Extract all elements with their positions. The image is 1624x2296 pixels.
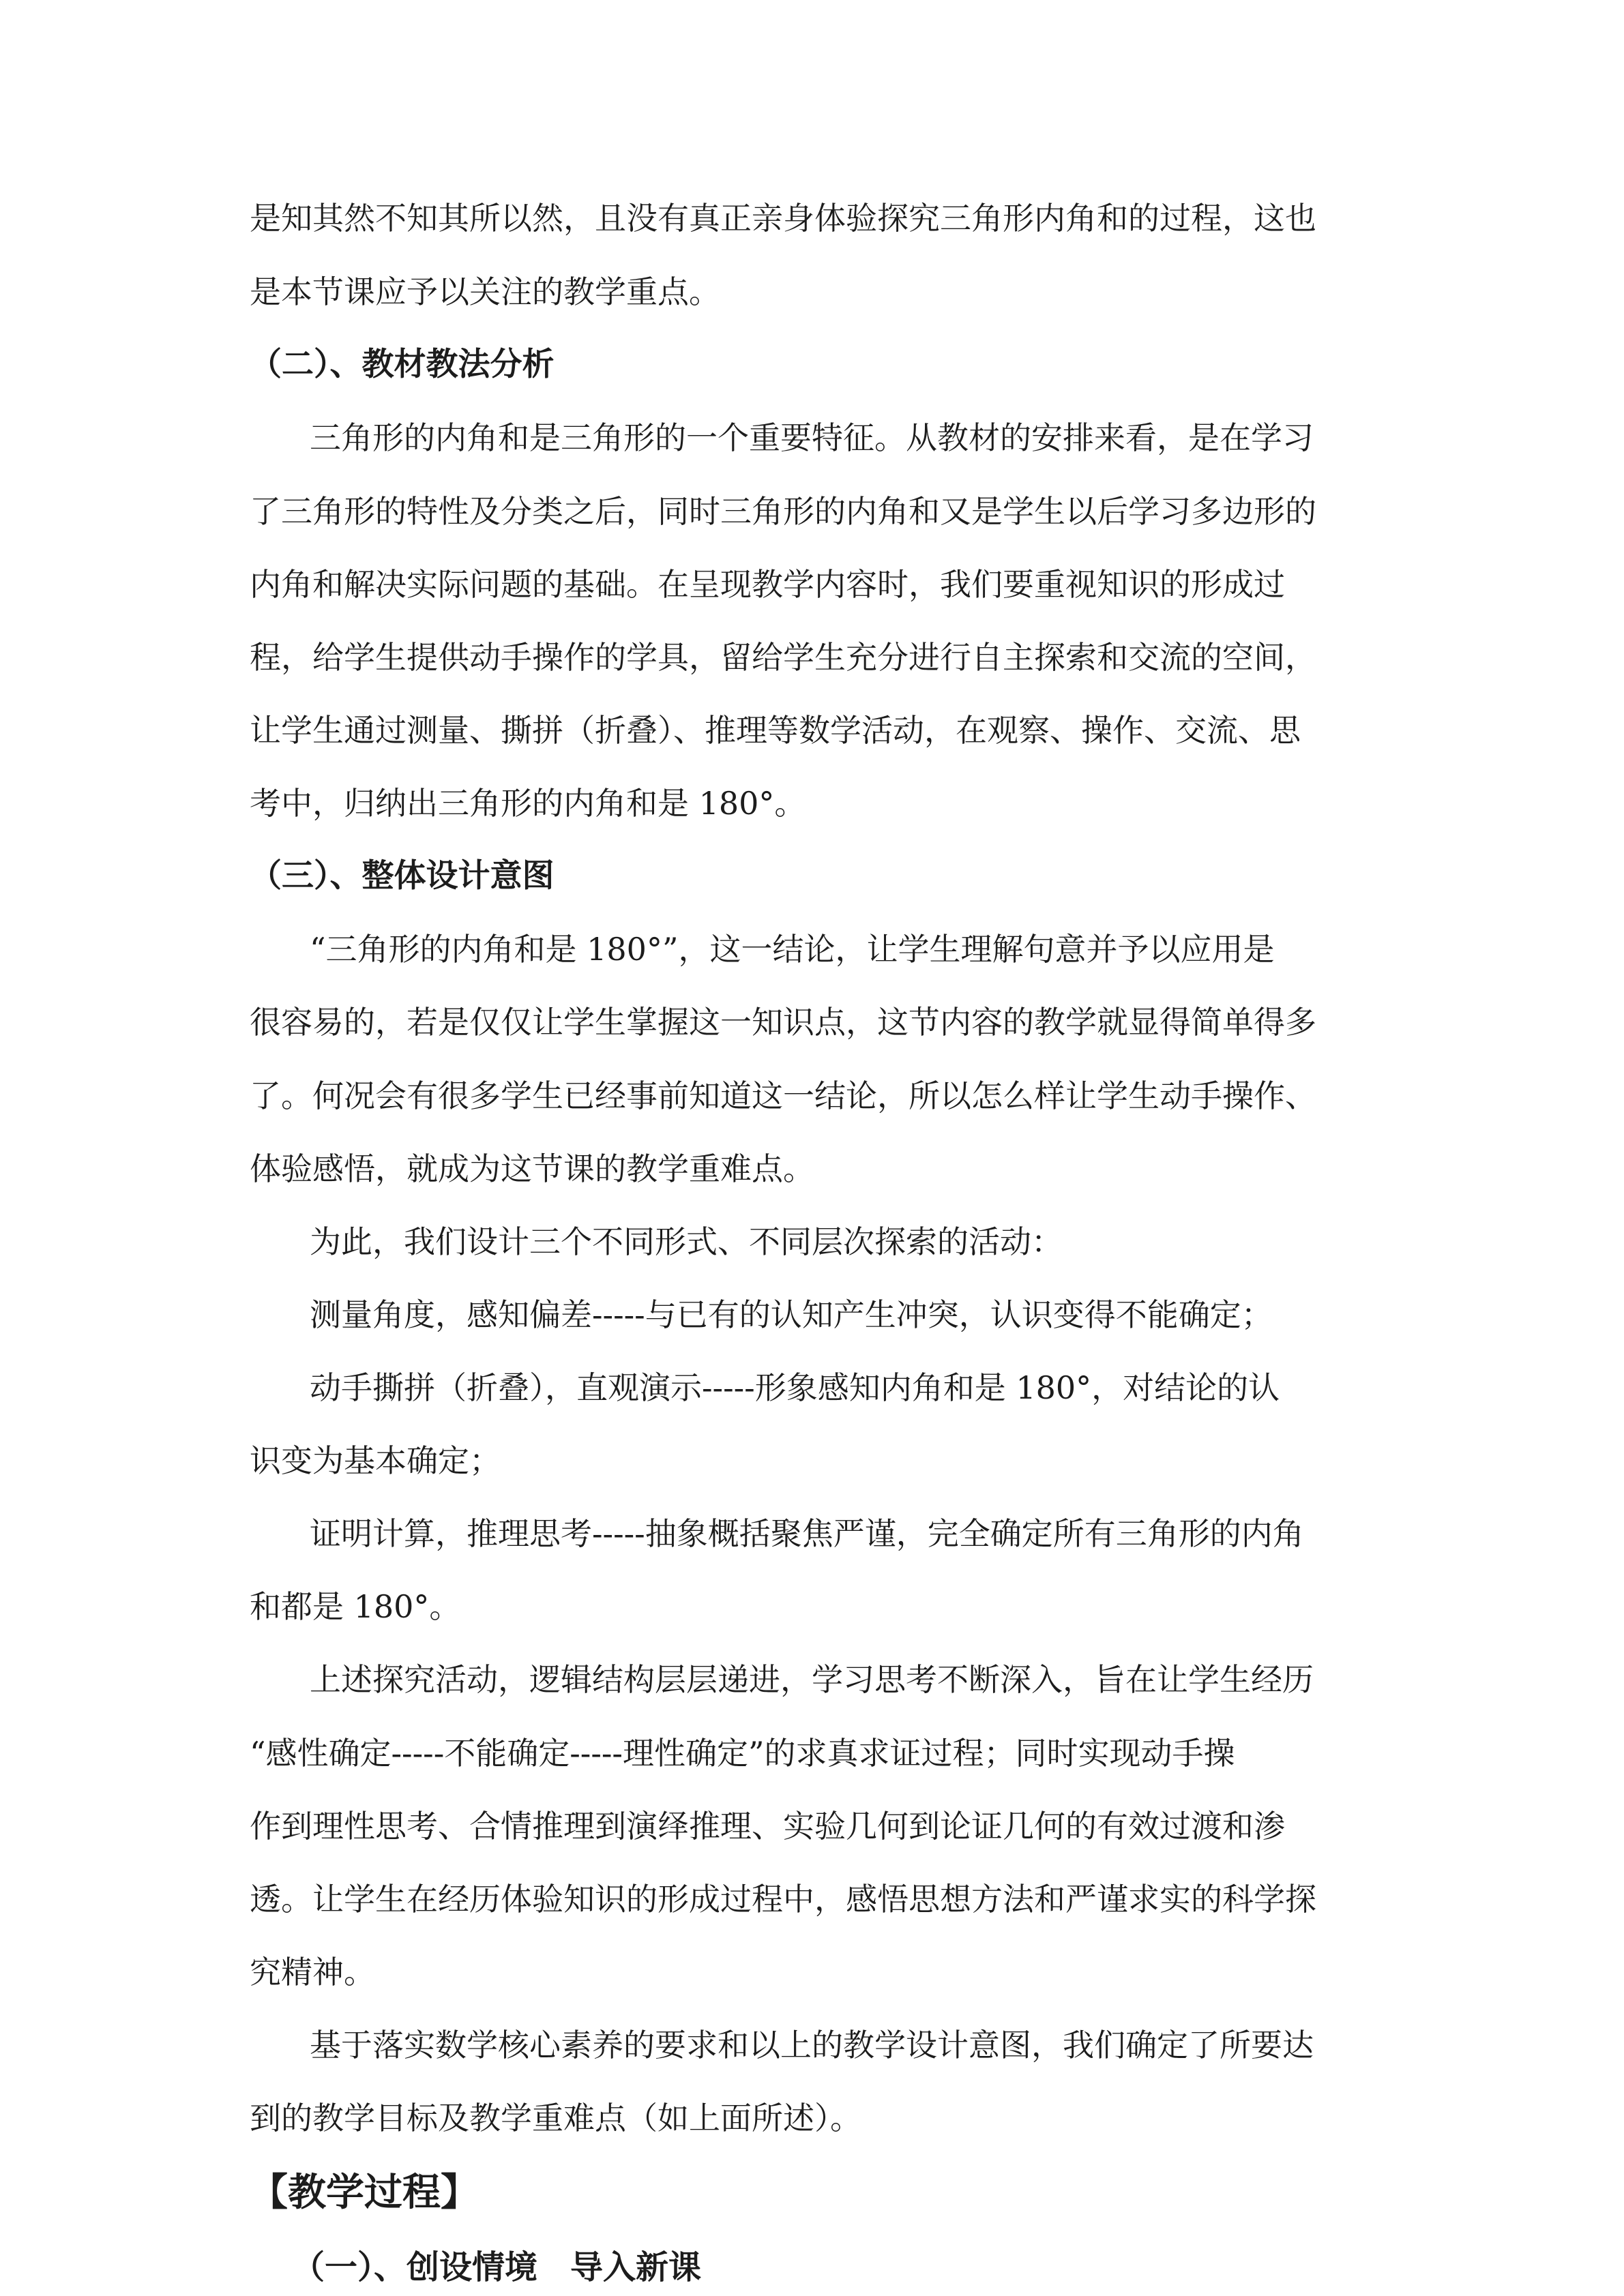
body-line: 动手撕拼（折叠），直观演示-----形象感知内角和是 180°，对结论的认 xyxy=(310,1369,1280,1406)
body-line: 了三角形的特性及分类之后，同时三角形的内角和又是学生以后学习多边形的 xyxy=(250,493,1316,530)
body-line: 识变为基本确定； xyxy=(250,1442,501,1479)
body-line: 程，给学生提供动手操作的学具，留给学生充分进行自主探索和交流的空间， xyxy=(250,639,1316,676)
body-line: 是知其然不知其所以然，且没有真正亲身体验探究三角形内角和的过程，这也 xyxy=(250,200,1316,237)
body-line: 作到理性思考、合情推理到演绎推理、实验几何到论证几何的有效过渡和渗 xyxy=(250,1808,1285,1845)
body-line: 体验感悟，就成为这节课的教学重难点。 xyxy=(250,1150,814,1187)
body-line: 测量角度，感知偏差-----与已有的认知产生冲突，认识变得不能确定； xyxy=(310,1296,1273,1333)
body-line: 透。让学生在经历体验知识的形成过程中，感悟思想方法和严谨求实的科学探 xyxy=(250,1881,1316,1918)
section-heading-teaching-process: 【教学过程】 xyxy=(250,2170,479,2215)
body-line: 到的教学目标及教学重难点（如上面所述）。 xyxy=(250,2100,861,2136)
body-line: 内角和解决实际问题的基础。在呈现教学内容时，我们要重视知识的形成过 xyxy=(250,566,1285,603)
section-heading-design-intent: （三）、整体设计意图 xyxy=(250,857,555,895)
body-line: “感性确定-----不能确定-----理性确定”的求真求证过程；同时实现动手操 xyxy=(250,1735,1235,1772)
body-line: 让学生通过测量、撕拼（折叠）、推理等数学活动，在观察、操作、交流、思 xyxy=(250,712,1301,749)
body-line: 基于落实数学核心素养的要求和以上的教学设计意图，我们确定了所要达 xyxy=(310,2027,1314,2063)
body-line: “三角形的内角和是 180°”，这一结论，让学生理解句意并予以应用是 xyxy=(310,931,1275,968)
body-line: 了。何况会有很多学生已经事前知道这一结论，所以怎么样让学生动手操作、 xyxy=(250,1077,1316,1114)
body-line: 三角形的内角和是三角形的一个重要特征。从教材的安排来看，是在学习 xyxy=(310,419,1314,456)
body-line: 证明计算，推理思考-----抽象概括聚焦严谨，完全确定所有三角形的内角 xyxy=(310,1515,1304,1552)
subsection-heading-situation: （一）、创设情境 导入新课 xyxy=(292,2248,702,2286)
body-line: 上述探究活动，逻辑结构层层递进，学习思考不断深入，旨在让学生经历 xyxy=(310,1661,1314,1698)
body-line: 很容易的，若是仅仅让学生掌握这一知识点，这节内容的教学就显得简单得多 xyxy=(250,1004,1316,1041)
body-line: 是本节课应予以关注的教学重点。 xyxy=(250,273,720,310)
body-line: 为此，我们设计三个不同形式、不同层次探索的活动： xyxy=(310,1223,1063,1260)
body-line: 究精神。 xyxy=(250,1954,375,1991)
body-line: 和都是 180°。 xyxy=(250,1588,461,1625)
section-heading-materials: （二）、教材教法分析 xyxy=(250,346,555,383)
body-line: 考中，归纳出三角形的内角和是 180°。 xyxy=(250,785,806,822)
